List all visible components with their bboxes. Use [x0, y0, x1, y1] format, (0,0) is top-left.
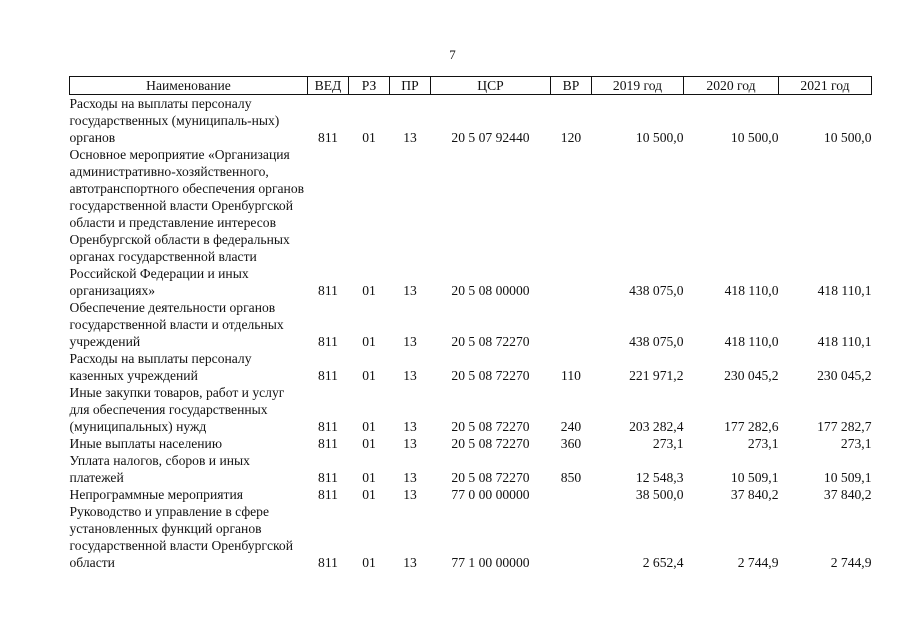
- header-rz: РЗ: [349, 77, 390, 95]
- row-2019: 10 500,0: [635, 130, 684, 145]
- table-row: [70, 486, 872, 503]
- row-ved: 811: [318, 487, 338, 502]
- row-csr: 20 5 08 72270: [451, 368, 530, 383]
- row-2019: 12 548,3: [635, 470, 684, 485]
- row-2021: 177 282,7: [817, 419, 872, 434]
- row-2020: 10 509,1: [730, 470, 779, 485]
- row-ved: 811: [318, 555, 338, 570]
- header-csr: ЦСР: [431, 77, 551, 95]
- row-rz: 01: [362, 368, 376, 383]
- header-2021: 2021 год: [779, 77, 872, 95]
- row-name: Обеспечение деятельности органов государственной власти и отдельных учреждений: [69, 300, 284, 349]
- row-2020: 273,1: [747, 436, 779, 451]
- header-pr: ПР: [390, 77, 431, 95]
- row-pr: 13: [403, 334, 417, 349]
- row-2021: 273,1: [840, 436, 872, 451]
- row-csr: 77 0 00 00000: [451, 487, 530, 502]
- header-row: [70, 77, 872, 95]
- row-pr: 13: [403, 419, 417, 434]
- row-name: Иные выплаты населению: [69, 436, 222, 451]
- row-vr: [551, 486, 592, 503]
- row-2021: 2 744,9: [830, 555, 872, 570]
- row-csr: 20 5 08 72270: [451, 436, 530, 451]
- row-pr: 13: [403, 555, 417, 570]
- row-csr: 20 5 07 92440: [451, 130, 530, 145]
- row-vr: [551, 146, 592, 299]
- row-vr: 850: [560, 470, 582, 485]
- row-vr: 240: [560, 419, 582, 434]
- row-rz: 01: [362, 555, 376, 570]
- row-2019: 38 500,0: [635, 487, 684, 502]
- row-vr: [551, 503, 592, 571]
- row-2019: 438 075,0: [629, 334, 684, 349]
- row-2019: 438 075,0: [629, 283, 684, 298]
- row-2020: 10 500,0: [730, 130, 779, 145]
- row-name: Иные закупки товаров, работ и услуг для обеспечения государственных (муниципальных) нужд: [69, 385, 285, 434]
- header-vr: ВР: [551, 77, 592, 95]
- row-name: Уплата налогов, сборов и иных платежей: [69, 453, 250, 485]
- row-2020: 177 282,6: [724, 419, 779, 434]
- row-vr: 120: [560, 130, 582, 145]
- row-rz: 01: [362, 470, 376, 485]
- row-2019: 273,1: [652, 436, 684, 451]
- row-rz: 01: [362, 436, 376, 451]
- row-vr: [551, 299, 592, 350]
- row-2019: 203 282,4: [629, 419, 684, 434]
- row-2020: 418 110,0: [724, 334, 779, 349]
- row-pr: 13: [403, 283, 417, 298]
- row-pr: 13: [403, 487, 417, 502]
- budget-table: [69, 76, 872, 571]
- row-vr: 110: [561, 368, 581, 383]
- row-2020: 37 840,2: [730, 487, 779, 502]
- row-2021: 230 045,2: [817, 368, 872, 383]
- row-pr: 13: [403, 470, 417, 485]
- row-2019: 221 971,2: [629, 368, 684, 383]
- row-csr: 77 1 00 00000: [451, 555, 530, 570]
- table-row: [70, 95, 872, 147]
- header-name: Наименование: [70, 77, 308, 95]
- row-2021: 10 500,0: [823, 130, 872, 145]
- table-row: [70, 503, 872, 571]
- header-2019: 2019 год: [592, 77, 684, 95]
- row-rz: 01: [362, 419, 376, 434]
- row-csr: 20 5 08 72270: [451, 419, 530, 434]
- page-number: 7: [449, 47, 456, 62]
- row-rz: 01: [362, 283, 376, 298]
- row-ved: 811: [318, 470, 338, 485]
- table-row: [70, 299, 872, 350]
- table-row: [70, 452, 872, 486]
- row-csr: 20 5 08 72270: [451, 334, 530, 349]
- row-csr: 20 5 08 00000: [451, 283, 530, 298]
- row-pr: 13: [403, 130, 417, 145]
- row-pr: 13: [403, 368, 417, 383]
- row-2021: 10 509,1: [823, 470, 872, 485]
- row-ved: 811: [318, 130, 338, 145]
- row-2021: 418 110,1: [817, 283, 872, 298]
- header-ved: ВЕД: [308, 77, 349, 95]
- header-2020: 2020 год: [684, 77, 779, 95]
- table-row: [70, 384, 872, 435]
- row-2020: 230 045,2: [724, 368, 779, 383]
- row-rz: 01: [362, 334, 376, 349]
- row-name: Непрограммные мероприятия: [69, 487, 243, 502]
- row-pr: 13: [403, 436, 417, 451]
- row-2020: 2 744,9: [737, 555, 779, 570]
- row-csr: 20 5 08 72270: [451, 470, 530, 485]
- row-2019: 2 652,4: [642, 555, 684, 570]
- row-ved: 811: [318, 283, 338, 298]
- table-row: [70, 435, 872, 452]
- row-name: Расходы на выплаты персоналу казенных учреждений: [69, 351, 252, 383]
- table-row: [70, 146, 872, 299]
- row-2021: 37 840,2: [823, 487, 872, 502]
- row-rz: 01: [362, 487, 376, 502]
- row-name: Руководство и управление в сфере установленных функций органов государственной власти Оренбургской области: [69, 504, 293, 570]
- table-row: [70, 350, 872, 384]
- row-name: Основное мероприятие «Организация административно-хозяйственного, автотранспортного обеспечения органов государственной власти Оренбургской области и представление интересов Оренбургской области в федеральных органах государственной власти Российской Федерации и иных организациях»: [69, 147, 305, 298]
- row-ved: 811: [318, 436, 338, 451]
- row-ved: 811: [318, 334, 338, 349]
- row-name: Расходы на выплаты персоналу государственных (муниципаль-ных) органов: [69, 96, 280, 145]
- row-ved: 811: [318, 419, 338, 434]
- row-vr: 360: [560, 436, 582, 451]
- row-rz: 01: [362, 130, 376, 145]
- row-2021: 418 110,1: [817, 334, 872, 349]
- row-2020: 418 110,0: [724, 283, 779, 298]
- row-ved: 811: [318, 368, 338, 383]
